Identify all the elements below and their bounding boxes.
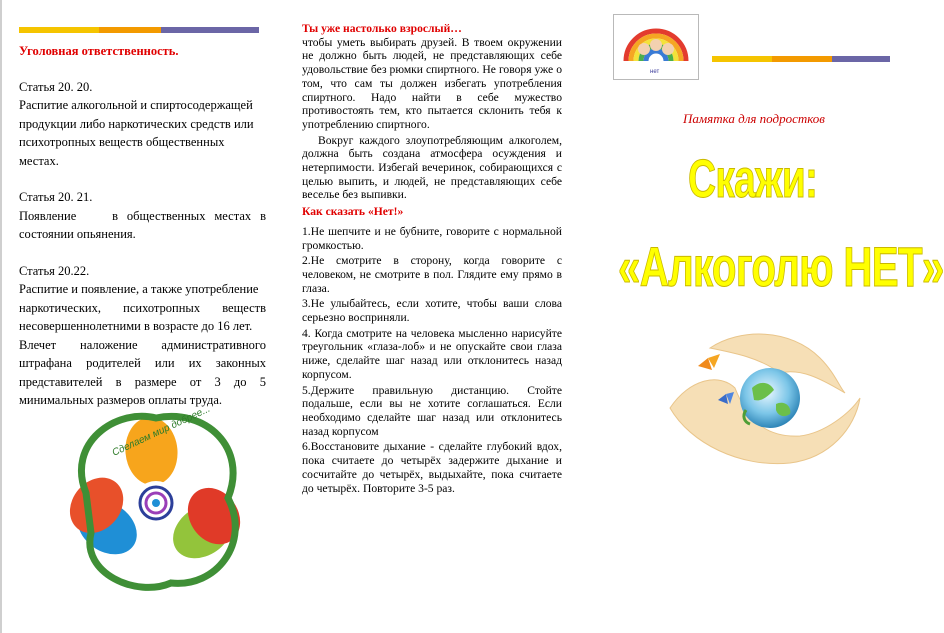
flower-logo-image	[66, 403, 246, 593]
tip-item: 4. Когда смотрите на человека мысленно нарисуйте треугольник «глаза-лоб» и не опускайте свои глаза ниже, сделайте шаг назад или отклонитесь назад корпусом.	[302, 326, 562, 381]
article-20-22-line: Влечет наложение административного	[19, 337, 266, 352]
article-20-20-line: Распитие алкогольной и спиртосодержащей	[19, 98, 253, 112]
logo-caption: нет	[650, 69, 660, 75]
brochure-subtitle: Памятка для подростков	[683, 111, 825, 126]
tip-item: 5.Держите правильную дистанцию. Стойте подальше, если вы не хотите соглашаться. Если необходимо сделайте шаг назад или отклонитесь назад корпусом	[302, 383, 562, 438]
title-say: Скажи:	[688, 149, 818, 209]
legal-column	[19, 42, 266, 410]
how-to-say-no-heading: Как сказать «Нет!»	[302, 205, 404, 219]
article-20-20-line: продукции либо наркотических средств или	[19, 116, 254, 131]
decor-stripe-top-left	[19, 27, 259, 33]
article-20-22-line: представителей в размере от 3 до 5	[19, 374, 266, 389]
kindergarten-logo-image	[613, 14, 699, 80]
advice-column	[302, 22, 562, 495]
page-edge	[0, 0, 2, 633]
criminal-liability-heading: Уголовная ответственность.	[19, 44, 179, 58]
decor-stripe-top-right	[712, 56, 890, 62]
grown-up-paragraph: чтобы уметь выбирать друзей. В твоем окружении не должно быть людей, не представляющих себе удовольствие без рюмки спиртного. Не говоря уже о том, что сам ты должен избегать употребления спиртного. Надо найти в себе мужество противостоять тем, кто пытается склонить тебя к употреблению спиртного.	[302, 35, 562, 131]
article-20-22-line: несовершеннолетними в возрасте до 16 лет.	[19, 319, 253, 333]
article-20-22-line: Распитие и появление, а также употребление	[19, 282, 259, 296]
article-20-22-line: наркотических, психотропных веществ	[19, 300, 266, 315]
tip-item: 3.Не улыбайтесь, если хотите, чтобы ваши слова серьезно восприняли.	[302, 297, 562, 325]
article-20-21-line: Появление в общественных местах в	[19, 208, 266, 223]
tip-item: 1.Не шепчите и не бубните, говорите с нормальной громкостью.	[302, 224, 562, 252]
tips-list	[302, 225, 562, 495]
grown-up-heading: Ты уже настолько взрослый…	[302, 22, 462, 35]
article-20-22-line: штрафана родителей или их законных	[19, 356, 266, 370]
article-20-20-title: Статья 20. 20.	[19, 79, 93, 94]
article-20-21-title: Статья 20. 21.	[19, 190, 93, 204]
article-20-21-line: состоянии опьянения.	[19, 227, 136, 241]
title-no-alcohol: «Алкоголю НЕТ»	[618, 235, 944, 298]
tip-item: 2.Не смотрите в сторону, когда говорите с человеком, не смотрите в пол. Глядите ему прямо в глаза.	[302, 254, 562, 295]
article-20-20-line: местах.	[19, 153, 59, 168]
flower-logo-text: Сделаем мир добрее...	[110, 403, 213, 459]
tip-item: 6.Восстановите дыхание - сделайте глубокий вдох, пока считаете до четырёх задержите дыхание и сосчитайте до четырёх, выдыхайте, пока считаете до четырёх. Повторите 3-5 раз.	[302, 440, 562, 495]
article-20-22-title: Статья 20.22.	[19, 263, 90, 278]
article-20-20-line: психотропных веществ общественных	[19, 135, 225, 149]
hands-globe-image	[650, 318, 866, 468]
article-20-22-line: минимальных размеров оплаты труда.	[19, 393, 222, 407]
atmosphere-paragraph: Вокруг каждого злоупотребляющим алкоголем, должна быть создана атмосфера осуждения и нетерпимости. Избегай вечеринок, собирающихся с целью выпить, и людей, не представляющих себе веселье без выпивки.	[302, 133, 562, 202]
